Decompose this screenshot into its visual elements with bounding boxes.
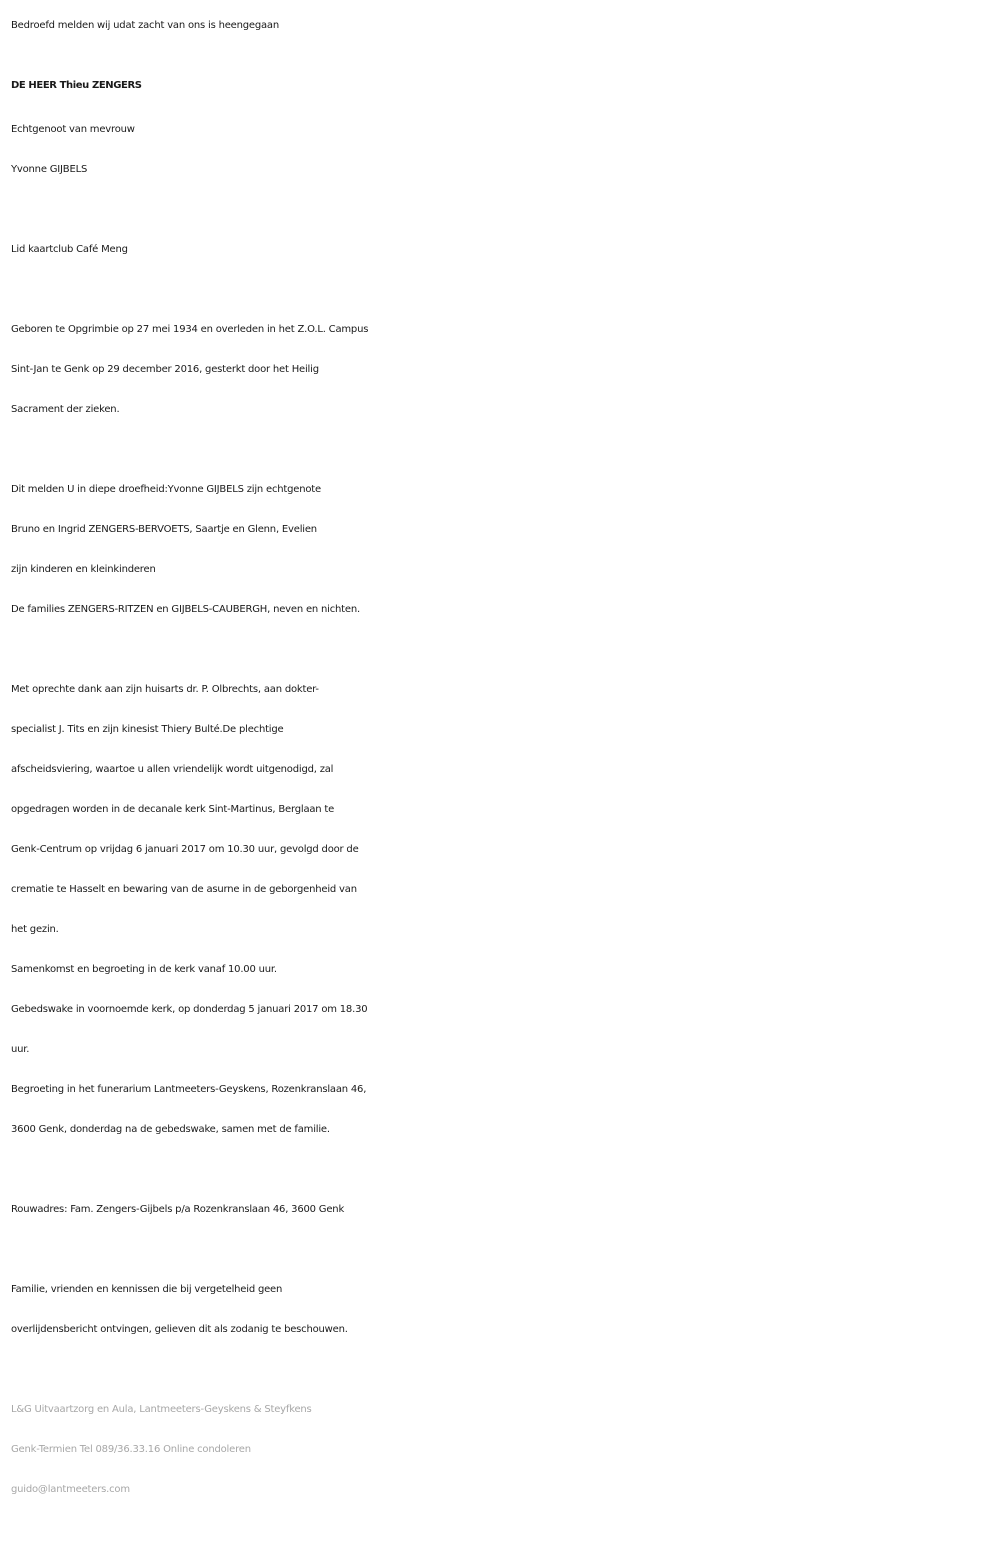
funeral-home-footer xyxy=(11,1390,990,1510)
deceased-name: DE HEER Thieu ZENGERS xyxy=(11,80,142,91)
birth-death-paragraph xyxy=(11,310,990,430)
family-paragraph xyxy=(11,470,990,630)
spouse-line: Yvonne GIJBELS xyxy=(11,164,88,175)
spacer xyxy=(11,190,990,230)
paragraph-line: afscheidsviering, waartoe u allen vriendelijk wordt uitgenodigd, zal xyxy=(11,764,334,775)
spacer xyxy=(11,1150,990,1190)
paragraph-line: crematie te Hasselt en bewaring van de asurne in de geborgenheid van xyxy=(11,884,357,895)
paragraph-line: Genk-Centrum op vrijdag 6 januari 2017 om 10.30 uur, gevolgd door de xyxy=(11,844,359,855)
spacer xyxy=(11,46,990,56)
intro-text: Bedroefd melden wij udat zacht van ons is heengegaan xyxy=(11,20,279,31)
spacer xyxy=(11,1230,990,1270)
spacer xyxy=(11,430,990,470)
paragraph-line: 3600 Genk, donderdag na de gebedswake, samen met de familie. xyxy=(11,1124,330,1135)
paragraph-line: Geboren te Opgrimbie op 27 mei 1934 en overleden in het Z.O.L. Campus xyxy=(11,324,369,335)
mourning-address: Rouwadres: Fam. Zengers-Gijbels p/a Rozenkranslaan 46, 3600 Genk xyxy=(11,1204,345,1215)
paragraph-line: Bruno en Ingrid ZENGERS-BERVOETS, Saartje en Glenn, Evelien xyxy=(11,524,317,535)
paragraph-line: De families ZENGERS-RITZEN en GIJBELS-CAUBERGH, neven en nichten. xyxy=(11,604,360,615)
spacer xyxy=(11,270,990,310)
paragraph-line: Begroeting in het funerarium Lantmeeters-Geyskens, Rozenkranslaan 46, xyxy=(11,1084,367,1095)
footer-line: L&G Uitvaartzorg en Aula, Lantmeeters-Geyskens & Steyfkens xyxy=(11,1404,312,1415)
paragraph-line: Met oprechte dank aan zijn huisarts dr. P. Olbrechts, aan dokter- xyxy=(11,684,319,695)
paragraph-line: Dit melden U in diepe droefheid:Yvonne GIJBELS zijn echtgenote xyxy=(11,484,321,495)
notice-paragraph xyxy=(11,1270,990,1350)
paragraph-line: het gezin. xyxy=(11,924,59,935)
paragraph-line: opgedragen worden in de decanale kerk Sint-Martinus, Berglaan te xyxy=(11,804,335,815)
paragraph-line: zijn kinderen en kleinkinderen xyxy=(11,564,156,575)
paragraph-line: uur. xyxy=(11,1044,30,1055)
membership-text: Lid kaartclub Café Meng xyxy=(11,244,128,255)
paragraph-line: Gebedswake in voornoemde kerk, op donderdag 5 januari 2017 om 18.30 xyxy=(11,1004,368,1015)
paragraph-line: Familie, vrienden en kennissen die bij vergetelheid geen xyxy=(11,1284,283,1295)
paragraph-line: Sacrament der zieken. xyxy=(11,404,120,415)
paragraph-line: Sint-Jan te Genk op 29 december 2016, gesterkt door het Heilig xyxy=(11,364,319,375)
spouse-line: Echtgenoot van mevrouw xyxy=(11,124,135,135)
footer-line: Genk-Termien Tel 089/36.33.16 Online condoleren xyxy=(11,1444,251,1455)
spacer xyxy=(11,1350,990,1390)
ceremony-paragraph xyxy=(11,670,990,1150)
paragraph-line: Samenkomst en begroeting in de kerk vanaf 10.00 uur. xyxy=(11,964,277,975)
paragraph-line: overlijdensbericht ontvingen, gelieven dit als zodanig te beschouwen. xyxy=(11,1324,348,1335)
footer-email: guido@lantmeeters.com xyxy=(11,1484,130,1495)
paragraph-line: specialist J. Tits en zijn kinesist Thiery Bulté.De plechtige xyxy=(11,724,284,735)
spacer xyxy=(11,630,990,670)
spouse-block xyxy=(11,110,990,190)
